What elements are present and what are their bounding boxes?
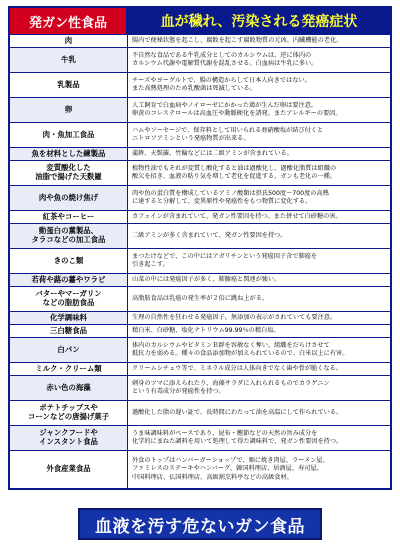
table-row xyxy=(10,425,390,450)
table-row xyxy=(10,185,390,210)
food-name-cell: バターやマーガリン などの脂肪食品 xyxy=(10,287,128,311)
food-name-cell: 外食産業食品 xyxy=(10,451,128,488)
table-header xyxy=(10,8,390,34)
food-name-cell: ジャンクフードや インスタント食品 xyxy=(10,426,128,450)
symptom-cell: 山菜の中には発癌因子が多く、肺腑癌と関連が強い。 xyxy=(128,274,390,286)
symptom-cell: 不自然な食品である牛乳成分としてのカルシウムは、逆に体内の カルシウム代謝や電解質代謝を混乱させる。白血病は牛乳に多い。 xyxy=(128,48,390,72)
symptom-cell: 二級アミンが多く含まれていて、発ガン性要因を持つ。 xyxy=(128,224,390,248)
food-name-cell: 若荷や蕗の薹やワラビ xyxy=(10,274,128,286)
food-name-cell: 紅茶やコーヒー xyxy=(10,211,128,223)
footer-banner: 血液を汚す危ないガン食品 xyxy=(78,508,322,540)
table-row xyxy=(10,311,390,324)
food-name-cell: 肉や魚の焼け焦げ xyxy=(10,186,128,210)
symptom-cell: 腸内で便秘状態を起こし、腐敗を起こす腐敗物質の元凶。内臓機能の老化。 xyxy=(132,36,343,44)
food-name-cell: 牛乳 xyxy=(10,48,128,72)
food-name-cell: 乳製品 xyxy=(10,73,128,97)
food-name-cell: 魚を材料とした練製品 xyxy=(10,148,128,160)
symptom-cell: うま味調味料がベースであり、昆布・鰹節などの天然の旨み成分を 化学的にまねた調料を用いて処理して得た調味料で、発ガン性要因を持つ。 xyxy=(128,426,390,450)
food-name-cell: 動蛋白の薫製品、 タラコなどの加工食品 xyxy=(10,224,128,248)
table-body xyxy=(10,34,390,488)
symptom-cell: 生理の自然性を狂わせる発癌因子。無添加の表示がされていても要注意。 xyxy=(128,312,390,324)
symptom-cell: 肉や魚の蛋白質を構成しているアミノ酸類は摂氏500度～700度の高熱 に達すると分解して、変異原性や発癌性をもつ物質に変化する。 xyxy=(128,186,390,210)
symptom-cell: 刺身のツマに添えられたり、海藻サラダに入れられるものでカラゲニン という有毒成分が発癌性を持つ。 xyxy=(128,376,390,400)
table-row xyxy=(10,375,390,400)
table-row xyxy=(10,324,390,337)
table-row xyxy=(10,122,390,147)
symptom-cell: クリームシチュウ等で、ミネラル成分は人体向きでなく歯や骨が脆くなる。 xyxy=(132,364,342,372)
symptom-cell: 植物性油でもそれが変質し酸化すると油は過酸化し、過酸化脂質は組織の 酸欠を招き、血液の粘り気を増して老化を促進する。ガンも老化の一種。 xyxy=(132,164,337,180)
symptom-cell: 精白米、白砂糖、塩化ナトリウム99.99％の精白塩。 xyxy=(132,326,280,334)
table-row xyxy=(10,210,390,223)
table-row xyxy=(10,223,390,248)
table-row xyxy=(10,72,390,97)
food-name-cell: 肉 xyxy=(10,35,128,47)
table-row xyxy=(10,273,390,286)
symptom-cell: 過酸化した脂の遅い証で、長時間にわたって油を高温にして作られている。 xyxy=(132,408,343,416)
table-row xyxy=(10,34,390,47)
food-name-cell: ミルク・クリーム類 xyxy=(10,363,128,375)
food-name-cell: 変質酸化した 油脂で揚げた天麩羅 xyxy=(10,161,128,185)
symptom-cell: 体内のカルシウムやビタミンＢ群を容赦なく奪い、組織をだらけさせて 抵抗力を弱める。種々の食品添加物が加えられているので、白米以上に有害。 xyxy=(128,338,390,362)
header-symptom-column: 血が穢れ、汚染される発癌症状 xyxy=(160,14,358,30)
symptom-cell: 人工飼育で白血病やノイローゼにかかった鶏が生んだ卵は要注意。 卵黄のコレステロールは高血圧や動脈硬化を誘発。またアレルギーの要因。 xyxy=(128,98,390,122)
symptom-cell: ハムやソーセージで、保存料として用いられる亜硝酸塩が結び付くと ニトロソアミンという発癌物質が出来る。 xyxy=(132,126,324,142)
symptom-cell: 高脂肪食品は乳癌の発生率が２倍に跳ね上がる。 xyxy=(132,294,269,302)
table-row xyxy=(10,248,390,273)
symptom-cell: 蒲鉾、天麩羅、竹輪などには二級アミンが含まれている。 xyxy=(128,148,390,160)
header-food-column: 発ガン性食品 xyxy=(10,8,128,34)
table-row xyxy=(10,362,390,375)
food-name-cell: 化学調味料 xyxy=(10,312,128,324)
food-name-cell: 卵 xyxy=(10,98,128,122)
table-row xyxy=(10,160,390,185)
cancer-food-table xyxy=(8,6,392,490)
table-row xyxy=(10,286,390,311)
food-name-cell: ポテトチップスや コーンなどの唐揚げ菓子 xyxy=(10,401,128,425)
table-row xyxy=(10,97,390,122)
table-row xyxy=(10,47,390,72)
food-name-cell: 白パン xyxy=(10,338,128,362)
table-row xyxy=(10,400,390,425)
symptom-cell: カフェインが含まれていて、発ガン性要因を持つ。また併せて白砂糖の害。 xyxy=(132,212,342,220)
food-name-cell: きのこ類 xyxy=(10,249,128,273)
symptom-cell: チーズやヨーグルトで、腸の構造からして日本人向きではない。 また高熱処理のため乳酸菌は死滅している。 xyxy=(132,76,311,92)
food-name-cell: 肉・魚加工食品 xyxy=(10,123,128,147)
table-row xyxy=(10,147,390,160)
symptom-cell: 外食のトップはハンバーガーショップで、順に焼き肉屋、ラーメン屋、 ファミレスのステーキやハンバーグ、韓国料理店、居酒屋、寿司屋、 中国料理店、仏国料理店、高級割烹料亭などの高級食材。 xyxy=(132,457,329,481)
table-row xyxy=(10,450,390,488)
food-name-cell: 赤い色の海藻 xyxy=(10,376,128,400)
food-name-cell: 三白糖食品 xyxy=(10,325,128,337)
table-row xyxy=(10,337,390,362)
symptom-cell: まつたけなどで、この中にはアガリチンという発癌因子含で肺癌を 引き起こす。 xyxy=(132,252,318,268)
